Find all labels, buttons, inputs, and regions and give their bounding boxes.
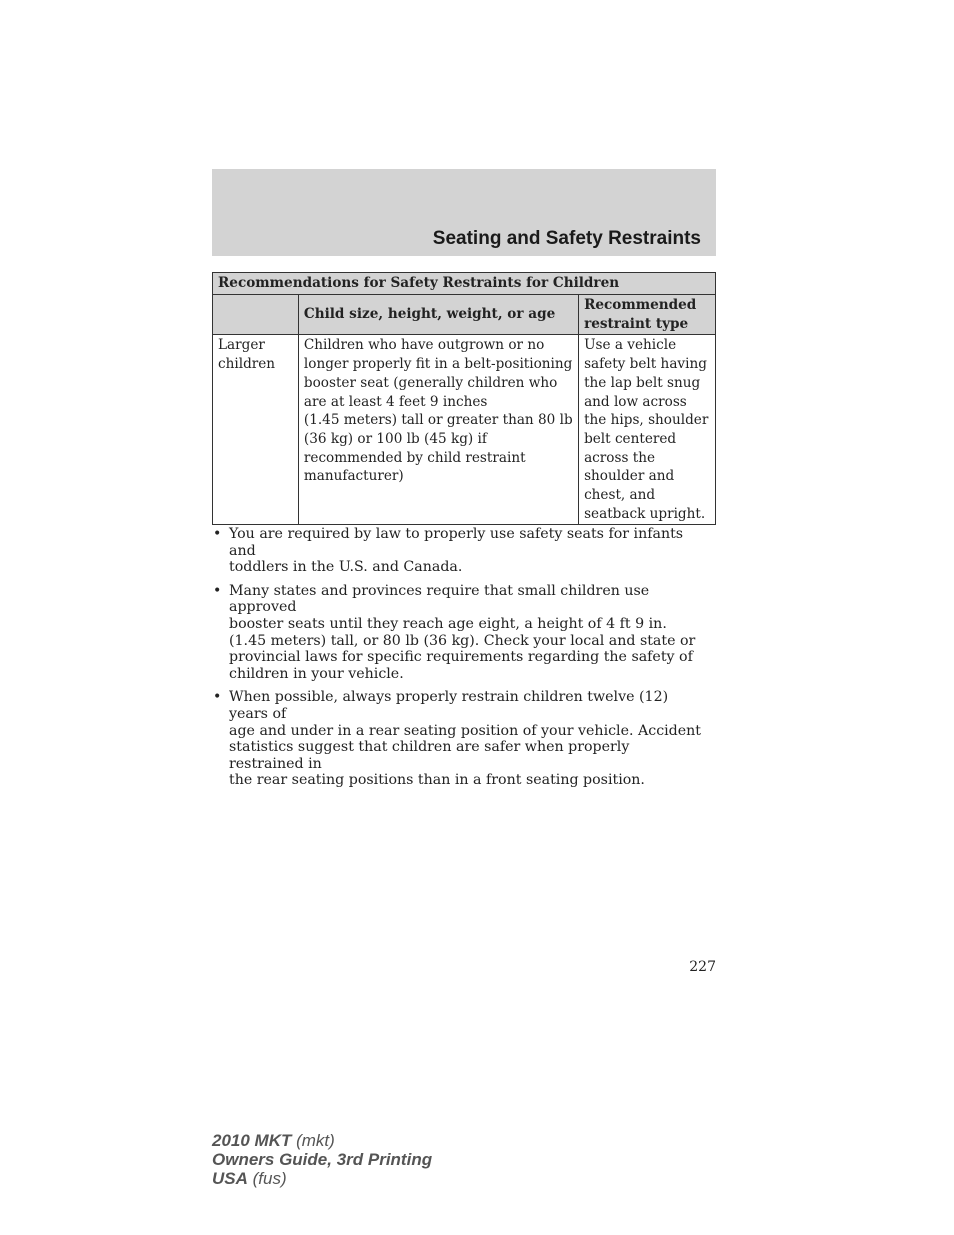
bullet-text: Many states and provinces require that small children use approved booster seats until they reach age eight, a height of 4 ft 9 in. (1.45 meters) tall, or 80 lb (36 kg). Check your local and state or provincial laws for specific requirements regarding the safety of children in your vehicle.: [229, 582, 696, 682]
safety-notes-list: [212, 526, 702, 796]
table-title: Recommendations for Safety Restraints for Children: [213, 273, 716, 295]
footer-region-code: (fus): [252, 1169, 287, 1188]
restraints-table: [212, 272, 716, 525]
cell-category: Larger children: [213, 335, 299, 525]
page-number: 227: [689, 959, 716, 975]
footer-edition: Owners Guide, 3rd Printing: [212, 1150, 433, 1169]
bullet-text: When possible, always properly restrain children twelve (12) years of age and under in a rear seating position of your vehicle. Accident statistics suggest that children are safer when properly restrained in the rear seating positions than in a front seating position.: [229, 689, 701, 789]
cell-restraint-type: Use a vehicle safety belt having the lap belt snug and low across the hips, shoulder belt centered across the shoulder and chest, and seatback upright.: [579, 335, 716, 525]
footer-model-line: [212, 1131, 432, 1150]
section-title: Seating and Safety Restraints: [432, 228, 701, 249]
bullet-icon: •: [213, 689, 222, 706]
bullet-icon: •: [213, 582, 222, 599]
list-item: [212, 526, 702, 576]
column-header-category: [213, 295, 299, 335]
document-footer: [212, 1131, 432, 1188]
footer-model-code: (mkt): [296, 1131, 335, 1150]
footer-model: 2010 MKT: [212, 1131, 292, 1150]
table-header-row: [213, 295, 716, 335]
section-header-band: [212, 169, 716, 256]
bullet-icon: •: [213, 526, 222, 542]
list-item: [212, 689, 702, 789]
footer-region-line: [212, 1169, 432, 1188]
footer-region: USA: [212, 1169, 248, 1188]
footer-edition-line: [212, 1150, 432, 1169]
bullet-text: You are required by law to properly use safety seats for infants and toddlers in the U.S. and Canada.: [229, 526, 684, 576]
column-header-child-size: Child size, height, weight, or age: [298, 295, 578, 335]
table-row: [213, 335, 716, 525]
cell-child-size: Children who have outgrown or no longer properly fit in a belt-positioning booster seat (generally children who are at least 4 feet 9 inches (1.45 meters) tall or greater than 80 lb (36 kg) or 100 lb (45 kg) if recommended by child restraint manufacturer): [298, 335, 578, 525]
list-item: [212, 583, 702, 683]
column-header-restraint-type: Recommended restraint type: [579, 295, 716, 335]
